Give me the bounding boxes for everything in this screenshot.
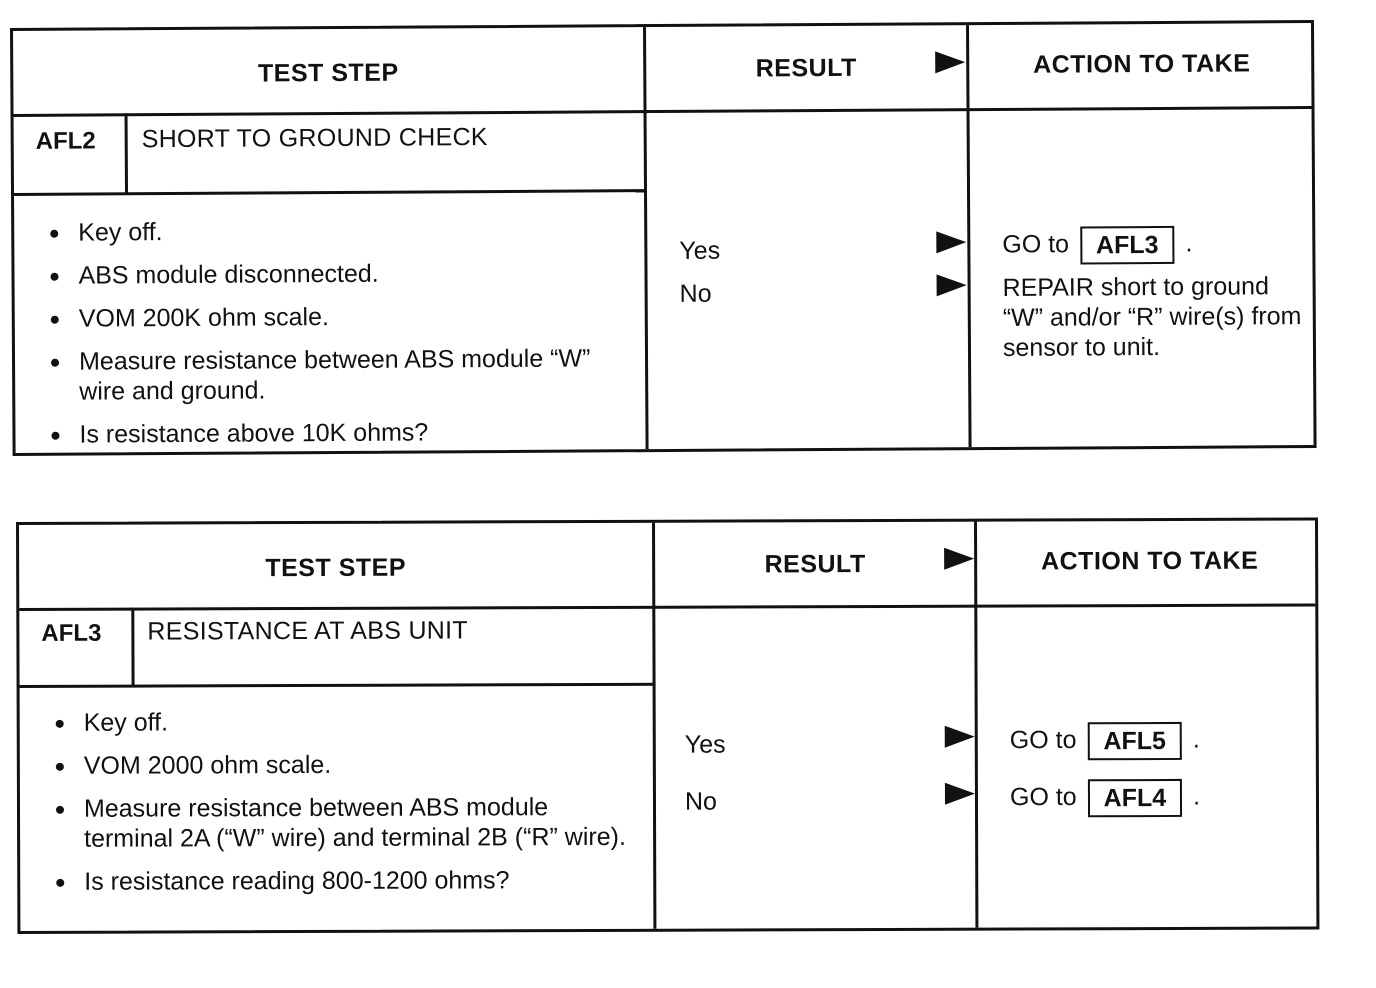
step-list [44, 214, 625, 463]
action-no: REPAIR short to ground “W” and/or “R” wire(s) from sensor to unit. [1002, 272, 1302, 362]
list-item: Key off. [50, 706, 640, 738]
column-divider [652, 523, 656, 929]
header-divider [19, 603, 1315, 611]
action-text: GO to [1002, 230, 1070, 259]
result-header: RESULT [755, 53, 857, 83]
column-divider [966, 25, 972, 447]
header-divider [14, 106, 1312, 117]
action-text: GO to [1009, 782, 1077, 812]
step-list [50, 706, 641, 910]
result-no: No [679, 279, 712, 308]
arrow-icon [935, 51, 965, 73]
arrow-icon [945, 726, 975, 748]
code-divider [125, 113, 128, 193]
step-title: RESISTANCE AT ABS UNIT [147, 616, 469, 646]
list-item: Is resistance above 10K ohms? [45, 416, 625, 450]
step-title: SHORT TO GROUND CHECK [141, 123, 488, 154]
title-divider [20, 683, 656, 688]
result-yes: Yes [684, 730, 726, 759]
test-step-header: TEST STEP [257, 58, 399, 88]
arrow-icon [944, 548, 974, 570]
test-step-header: TEST STEP [265, 553, 407, 583]
diagnostic-table-afl3 [16, 517, 1319, 934]
action-no [1010, 779, 1200, 818]
action-text: GO to [1009, 725, 1077, 755]
step-code: AFL3 [41, 619, 102, 647]
arrow-icon [945, 783, 975, 805]
column-divider [643, 27, 649, 449]
result-no: No [684, 787, 717, 816]
action-text: . [1193, 782, 1201, 811]
list-item: VOM 200K ohm scale. [45, 300, 625, 334]
list-item: Measure resistance between ABS module terminal 2A (“W” wire) and terminal 2B (“R” wire). [50, 792, 640, 854]
action-yes [1010, 722, 1200, 761]
step-code: AFL2 [35, 127, 96, 155]
step-reference-box: AFL5 [1087, 722, 1182, 760]
result-header: RESULT [764, 550, 866, 579]
arrow-icon [937, 274, 967, 296]
action-header: ACTION TO TAKE [1041, 546, 1259, 576]
action-header: ACTION TO TAKE [1033, 49, 1251, 79]
arrow-icon [936, 231, 966, 253]
list-item: Is resistance reading 800-1200 ohms? [50, 865, 640, 897]
list-item: Measure resistance between ABS module “W” wire and ground. [45, 343, 625, 407]
code-divider [131, 608, 134, 686]
action-text: . [1185, 229, 1193, 258]
step-reference-box: AFL3 [1080, 226, 1175, 265]
step-reference-box: AFL4 [1088, 779, 1183, 817]
column-divider [974, 522, 978, 928]
list-item: VOM 2000 ohm scale. [50, 749, 640, 781]
action-text: . [1192, 725, 1200, 754]
title-divider [14, 189, 647, 196]
result-yes: Yes [679, 236, 721, 265]
list-item: Key off. [44, 214, 624, 248]
diagnostic-table-afl2 [10, 20, 1317, 456]
list-item: ABS module disconnected. [44, 257, 624, 291]
action-yes [1002, 226, 1192, 265]
